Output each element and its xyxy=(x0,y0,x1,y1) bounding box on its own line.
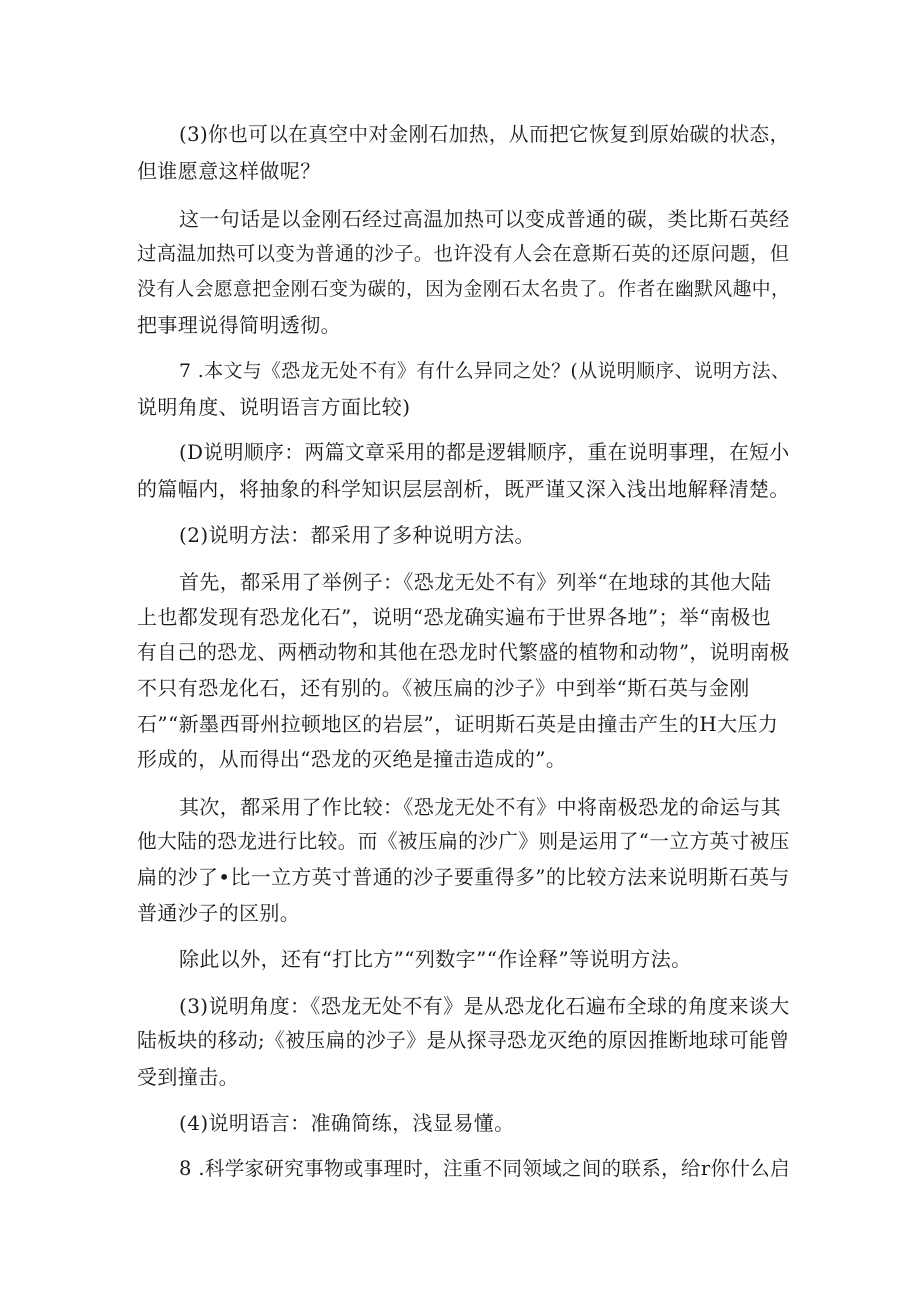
text-line: 普通沙子的区别。 xyxy=(137,901,301,925)
text-line: 石”“新墨西哥州拉顿地区的岩层”，证明斯石英是由撞击产生的H大压力 xyxy=(137,712,779,736)
text-line: 形成的，从而得出“恐龙的灭绝是撞击造成的”。 xyxy=(137,747,567,771)
text-line: (3)说明角度：《恐龙无处不有》是从恐龙化石遍布全球的角度来谈大 xyxy=(179,994,790,1018)
text-line: 陆板块的移动;《被压扁的沙子》是从探寻恐龙灭绝的原因推断地球可能曾 xyxy=(137,1029,790,1052)
text-line: 但谁愿意这样做呢？ xyxy=(137,159,321,183)
text-line: (3)你也可以在真空中对金刚石加热，从而把它恢复到原始碳的状态， xyxy=(179,123,790,146)
text-line: (4)说明语言：准确简练，浅显易懂。 xyxy=(179,1111,515,1135)
text-line: 除此以外，还有“打比方”“列数字”“作诠释”等说明方法。 xyxy=(179,947,692,971)
question-7: 7 .本文与《恐龙无处不有》有什么异同之处？(从说明顺序、说明方法、 xyxy=(179,360,791,382)
text-line: 的篇幅内，将抽象的科学知识层层剖析，既严谨又深入浅出地解释清楚。 xyxy=(137,477,790,501)
text-line: 这一句话是以金刚石经过高温加热可以变成普通的碳，类比斯石英经 xyxy=(179,207,790,231)
text-line: 他大陆的恐龙进行比较。而《被压扁的沙广》则是运用了“一立方英寸被压 xyxy=(137,830,790,853)
text-line: (2)说明方法：都采用了多种说明方法。 xyxy=(179,523,535,547)
text-line: 把事理说得简明透彻。 xyxy=(137,313,341,337)
question-8: 8 .科学家研究事物或事理时，注重不同领域之间的联系，给r你什么启 xyxy=(179,1157,790,1180)
text-line: 其次，都采用了作比较：《恐龙无处不有》中将南极恐龙的命运与其 xyxy=(179,795,781,819)
text-line: 过高温加热可以变为普通的沙子。也许没有人会在意斯石英的还原问题，但 xyxy=(137,242,790,265)
text-line: 受到撞击。 xyxy=(137,1065,239,1089)
text-line: 扁的沙了•比一立方英寸普通的沙子要重得多”的比较方法来说明斯石英与 xyxy=(137,866,790,889)
text-line: 上也都发现有恐龙化石”，说明“恐龙确实遍布于世界各地”；举“南极也 xyxy=(137,605,772,629)
text-line: 说明角度、说明语言方面比较) xyxy=(137,395,411,419)
text-line: (D说明顺序：两篇文章采用的都是逻辑顺序，重在说明事理，在短小 xyxy=(179,441,790,464)
text-line: 首先，都采用了举例子：《恐龙无处不有》列举“在地球的其他大陆 xyxy=(179,570,772,594)
text-line: 不只有恐龙化石，还有别的。《被压扁的沙子》中到举“斯石英与金刚 xyxy=(137,676,750,700)
text-line: 有自己的恐龙、两栖动物和其他在恐龙时代繁盛的植物和动物”，说明南极 xyxy=(137,641,790,664)
text-line: 没有人会愿意把金刚石变为碳的，因为金刚石太名贵了。作者在幽默风趣中， xyxy=(137,279,791,300)
